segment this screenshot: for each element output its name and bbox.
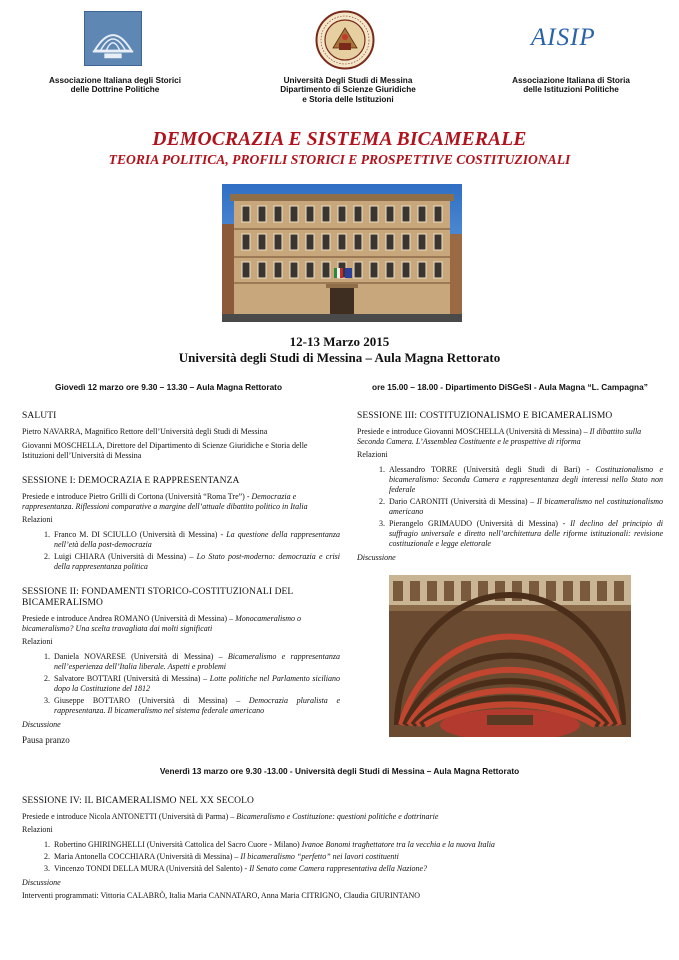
talk-item: 1. Robertino GHIRINGHELLI (Università Cattolica del Sacro Cuore - Milano) Ivanoe Bonomi traghettatore tra la vecchia e la nuova Italia <box>52 840 662 850</box>
talk-item: 1. Franco M. DI SCIULLO (Università di Messina) - La questione della rappresentanza nell’età della post-democrazia <box>52 530 340 550</box>
session1-heading: SESSIONE I: DEMOCRAZIA E RAPPRESENTANZA <box>22 476 240 486</box>
talk-item: 2. Salvatore BOTTARI (Università di Messina) – Lotte politiche nel Parlamento siciliano dopo la Costituzione del 1812 <box>52 674 340 694</box>
aisdp-logo <box>84 11 142 66</box>
session2-heading: SESSIONE II: FONDAMENTI STORICO-COSTITUZIONALI DEL BICAMERALISMO <box>22 587 293 608</box>
talk-item: 3. Pierangelo GRIMAUDO (Università di Messina) - Il declino del principio di suffragio universale e diretto nell’architettura delle riforme istituzionali: revisione costituzionale e legge elettorale <box>387 519 663 549</box>
aisip-logo: AISIP <box>531 24 596 51</box>
session4-discussione: Discussione <box>22 878 61 887</box>
talk-item: 3. Giuseppe BOTTARO (Università di Messina) – Democrazia pluralista e rappresentanza. Il bicameralismo nel sistema federale americano <box>52 696 340 716</box>
page-subtitle: TEORIA POLITICA, PROFILI STORICI E PROSPETTIVE COSTITUZIONALI <box>108 152 571 167</box>
session3-heading: SESSIONE III: COSTITUZIONALISMO E BICAMERALISMO <box>357 411 613 421</box>
session4-relazioni-label: Relazioni <box>22 825 53 834</box>
session3-talks <box>387 465 663 549</box>
session4-heading: SESSIONE IV: IL BICAMERALISMO NEL XX SECOLO <box>22 796 254 806</box>
palazzo-photo <box>222 184 462 322</box>
day1-afternoon-schedule: ore 15.00 – 18.00 - Dipartimento DiSGeSI - Aula Magna “L. Campagna” <box>372 382 648 392</box>
org-left-caption: Associazione Italiana degli Storici delle Dottrine Politiche <box>49 76 181 95</box>
bottom-section <box>22 796 662 901</box>
event-dates: 12-13 Marzo 2015 <box>289 334 390 349</box>
session3-chair: Presiede e introduce Giovanni MOSCHELLA (Università di Messina) – Il dibattito sulla Seconda Camera. L’Assemblea Costituente e le prospettive di riforma <box>357 427 642 446</box>
interventi-programmati: Interventi programmati: Vittoria CALABRÒ, Italia Maria CANNATARO, Anna Maria CITRIGNO, Claudia GIURINTANO <box>22 891 421 900</box>
session2-talks <box>52 652 340 716</box>
org-right-caption: Associazione Italiana di Storia delle Istituzioni Politiche <box>512 76 630 95</box>
university-seal-logo <box>315 10 375 70</box>
senate-photo <box>389 575 631 737</box>
right-column <box>357 411 663 563</box>
pausa-pranzo: Pausa pranzo <box>22 735 70 745</box>
talk-item: 1. Daniela NOVARESE (Università di Messina) – Bicameralismo e rappresentanza nell’esperienza dell’Italia liberale. Aspetti e problemi <box>52 652 340 672</box>
session3-discussione: Discussione <box>357 553 396 562</box>
session2-chair: Presiede e introduce Andrea ROMANO (Università di Messina) – Monocameralismo o bicameralismo? Una scelta travagliata dai molti significati <box>22 614 302 633</box>
session1-talks <box>52 530 340 572</box>
session4-talks <box>52 840 662 874</box>
session1-relazioni-label: Relazioni <box>22 515 53 524</box>
day2-schedule: Venerdì 13 marzo ore 9.30 -13.00 - Università degli Studi di Messina – Aula Magna Rettorato <box>159 766 520 776</box>
event-venue: Università degli Studi di Messina – Aula Magna Rettorato <box>178 350 501 365</box>
page-title: DEMOCRAZIA E SISTEMA BICAMERALE <box>152 129 527 150</box>
talk-item: 2. Dario CARONITI (Università di Messina) – Il bicameralismo nel costituzionalismo americano <box>387 497 663 517</box>
left-column <box>22 411 340 745</box>
session4-chair: Presiede e introduce Nicola ANTONETTI (Università di Parma) – Bicameralismo e Costituzione: questioni politiche e dottrinarie <box>22 812 439 821</box>
talk-item: 3. Vincenzo TONDI DELLA MURA (Università del Salento) - Il Senato come Camera rappresentativa della Nazione? <box>52 864 662 874</box>
talk-item: 1. Alessandro TORRE (Università degli Studi di Bari) - Costituzionalismo e bicameralismo: Seconda Camera e rappresentanza degli interessi nello Stato non federale <box>387 465 663 495</box>
session2-discussione: Discussione <box>22 720 61 729</box>
session2-relazioni-label: Relazioni <box>22 637 53 646</box>
saluti-heading: SALUTI <box>22 411 57 421</box>
saluti-line: Giovanni MOSCHELLA, Direttore del Dipartimento di Scienze Giuridiche e Storia delle Istituzioni dell’Università di Messina <box>22 441 308 460</box>
session1-chair: Presiede e introduce Pietro Grilli di Cortona (Università “Roma Tre”) - Democrazia e rappresentanza. Riflessioni comparative a margine dell’attuale dibattito politico in Italia <box>22 492 308 511</box>
org-center-caption: Università Degli Studi di Messina Dipartimento di Scienze Giuridiche e Storia delle Istituzioni <box>280 76 416 104</box>
saluti-line: Pietro NAVARRA, Magnifico Rettore dell’Università degli Studi di Messina <box>22 427 268 436</box>
session3-relazioni-label: Relazioni <box>357 450 388 459</box>
talk-item: 2. Luigi CHIARA (Università di Messina) – Lo Stato post-moderno: democrazia e crisi della rappresentanza politica <box>52 552 340 572</box>
talk-item: 2. Maria Antonella COCCHIARA (Università di Messina) – Il bicameralismo “perfetto” nei lavori costituenti <box>52 852 662 862</box>
day1-morning-schedule: Giovedì 12 marzo ore 9.30 – 13.30 – Aula Magna Rettorato <box>55 382 283 392</box>
